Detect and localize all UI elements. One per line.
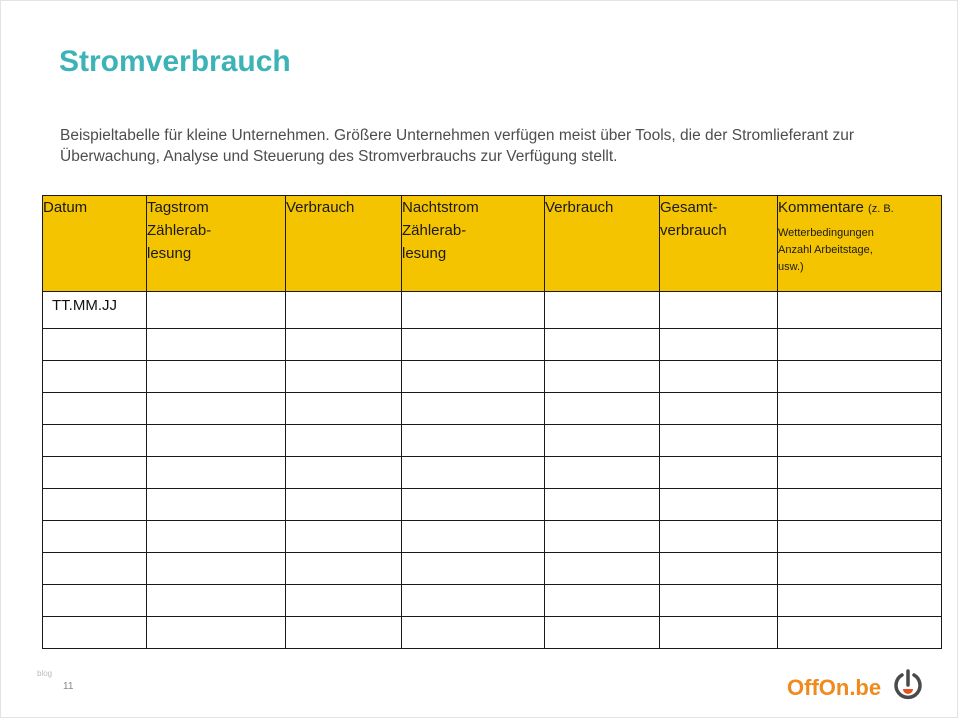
table-row: [43, 393, 942, 425]
table-cell: [402, 361, 545, 393]
table-row: [43, 489, 942, 521]
table-cell: [402, 617, 545, 649]
table-row: [43, 361, 942, 393]
table-cell: [778, 457, 942, 489]
table-cell: [147, 425, 286, 457]
table-row: [43, 617, 942, 649]
table-cell: [147, 292, 286, 329]
table-cell: [43, 457, 147, 489]
table-row: [43, 553, 942, 585]
table-cell: [660, 361, 778, 393]
table-cell: [660, 617, 778, 649]
table-row: [43, 425, 942, 457]
table-cell: [545, 425, 660, 457]
table-cell: [778, 617, 942, 649]
table-cell: [402, 521, 545, 553]
table-cell: [43, 361, 147, 393]
table-cell: [147, 489, 286, 521]
table-cell: [147, 617, 286, 649]
header-verbrauch-nacht: Verbrauch: [545, 196, 660, 292]
table-cell: [402, 457, 545, 489]
header-datum: Datum: [43, 196, 147, 292]
table-cell: [545, 361, 660, 393]
table-cell: [43, 425, 147, 457]
table-cell: [286, 489, 402, 521]
table-cell: [778, 393, 942, 425]
table-row: [43, 457, 942, 489]
table-cell: [545, 489, 660, 521]
table-cell: [147, 585, 286, 617]
table-cell: [545, 521, 660, 553]
table-cell: [43, 393, 147, 425]
table-cell: [778, 585, 942, 617]
table-cell: [660, 329, 778, 361]
header-gesamtverbrauch: Gesamt- verbrauch: [660, 196, 778, 292]
power-icon: [893, 669, 923, 706]
table-cell: [402, 425, 545, 457]
table-cell: [660, 393, 778, 425]
table-cell: [43, 585, 147, 617]
table-cell: [43, 617, 147, 649]
table-row: [43, 292, 942, 329]
table-cell: [660, 489, 778, 521]
table-cell: [545, 617, 660, 649]
table-cell: [43, 489, 147, 521]
table-row: [43, 329, 942, 361]
table-cell: [286, 521, 402, 553]
table-header-row: [43, 196, 942, 292]
table-cell: [147, 393, 286, 425]
logo: [787, 669, 923, 706]
table-cell: [147, 329, 286, 361]
table-cell: [147, 457, 286, 489]
table-cell: [147, 521, 286, 553]
table-cell: [402, 489, 545, 521]
table-cell: [402, 292, 545, 329]
table-cell: [286, 553, 402, 585]
table-cell: [545, 292, 660, 329]
consumption-table: [42, 195, 942, 649]
table-cell: [402, 585, 545, 617]
table-cell: [286, 329, 402, 361]
table-cell: [43, 553, 147, 585]
table-cell: [286, 393, 402, 425]
header-kommentare: Kommentare (z. B. Wetterbedingungen Anzahl Arbeitstage, usw.): [778, 196, 942, 292]
table-cell: [43, 521, 147, 553]
header-nachtstrom: Nachtstrom Zählerab- lesung: [402, 196, 545, 292]
header-verbrauch-tag: Verbrauch: [286, 196, 402, 292]
table-cell: [545, 393, 660, 425]
table-row: [43, 521, 942, 553]
description-text: Beispieltabelle für kleine Unternehmen. Größere Unternehmen verfügen meist über Tools, die der Stromlieferant zur Überwachung, Analyse und Steuerung des Stromverbrauchs zur Verfügung stellt.: [60, 127, 855, 165]
table-cell: [778, 425, 942, 457]
table-cell: [660, 292, 778, 329]
table-cell: [545, 329, 660, 361]
table-cell: [147, 361, 286, 393]
table-row: [43, 585, 942, 617]
header-tagstrom: Tagstrom Zählerab- lesung: [147, 196, 286, 292]
table-cell: [286, 292, 402, 329]
table-cell: [660, 521, 778, 553]
table-cell: [147, 553, 286, 585]
table-cell: [286, 585, 402, 617]
page-title: Stromverbrauch: [59, 45, 291, 78]
page-number: 11: [63, 681, 74, 692]
table-cell: [778, 521, 942, 553]
table-cell: [286, 617, 402, 649]
table-cell-datum: TT.MM.JJ: [43, 292, 147, 329]
table-cell: [402, 329, 545, 361]
logo-text: OffOn.be: [787, 674, 882, 700]
table-cell: [778, 329, 942, 361]
table-cell: [402, 553, 545, 585]
table-cell: [778, 292, 942, 329]
footer-tag: blog: [37, 669, 53, 678]
table-cell: [286, 457, 402, 489]
table-cell: [545, 553, 660, 585]
table-cell: [778, 361, 942, 393]
table-cell: [778, 553, 942, 585]
table-cell: [402, 393, 545, 425]
table-cell: [286, 361, 402, 393]
table-cell: [545, 457, 660, 489]
table-cell: [286, 425, 402, 457]
table-cell: [778, 489, 942, 521]
table-cell: [660, 585, 778, 617]
table-cell: [660, 457, 778, 489]
table-cell: [660, 425, 778, 457]
table-cell: [660, 553, 778, 585]
table-cell: [545, 585, 660, 617]
table-cell: [43, 329, 147, 361]
